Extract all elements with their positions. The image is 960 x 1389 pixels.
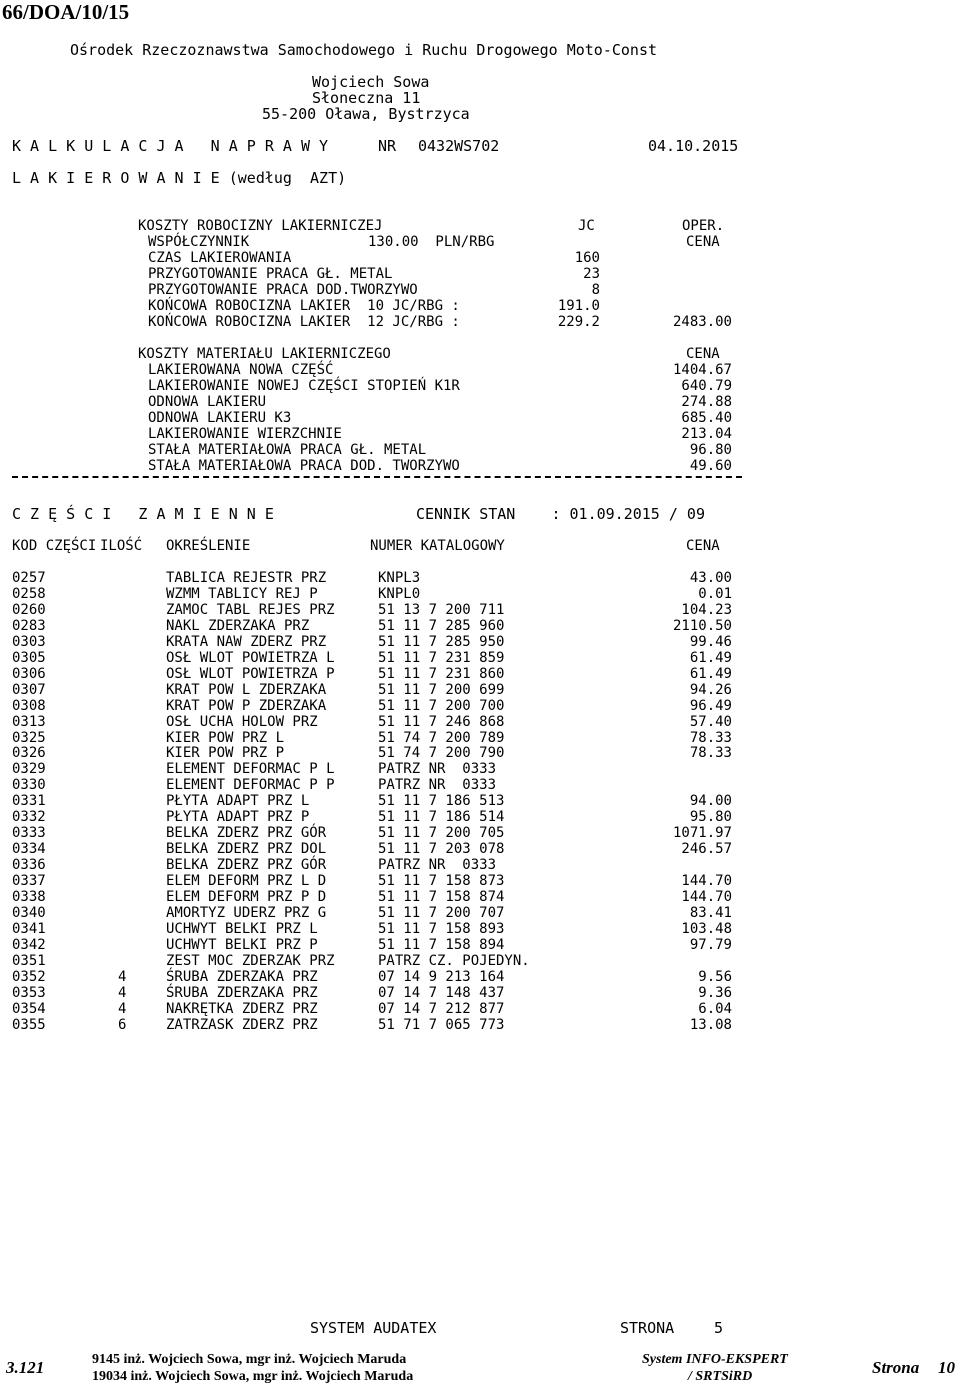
part-price: 61.49 [689, 666, 732, 682]
part-description: ELEM DEFORM PRZ L D [166, 873, 327, 889]
robocizna-row [0, 266, 960, 282]
col-cena: CENA [686, 538, 720, 554]
robocizna-col-jc: JC [578, 218, 595, 234]
robocizna-row [0, 250, 960, 266]
part-catalog-number: 07 14 9 213 164 [378, 969, 505, 985]
table-row [0, 873, 960, 889]
part-description: KIER POW PRZ L [166, 730, 285, 746]
material-row [0, 378, 960, 394]
part-description: AMORTYZ UDERZ PRZ G [166, 905, 327, 921]
table-row [0, 809, 960, 825]
part-catalog-number: KNPL3 [378, 570, 421, 586]
lakierowanie-title: L A K I E R O W A N I E (według AZT) [12, 169, 347, 187]
part-catalog-number: 51 11 7 158 874 [378, 889, 505, 905]
table-row [0, 570, 960, 586]
part-price: 94.00 [689, 793, 732, 809]
section-divider [12, 476, 742, 478]
part-code: 0342 [12, 937, 46, 953]
footer-version: 3.121 [6, 1358, 45, 1377]
part-price: 78.33 [689, 730, 732, 746]
part-code: 0353 [12, 985, 46, 1001]
table-row [0, 1001, 960, 1017]
table-row [0, 969, 960, 985]
part-description: KIER POW PRZ P [166, 745, 285, 761]
part-catalog-number: 51 11 7 200 707 [378, 905, 505, 921]
part-description: PŁYTA ADAPT PRZ L [166, 793, 310, 809]
part-code: 0329 [12, 761, 46, 777]
czesci-title: C Z Ę Ś C I Z A M I E N N E [12, 505, 274, 523]
part-description: BELKA ZDERZ PRZ GÓR [166, 825, 327, 841]
part-catalog-number: 51 74 7 200 790 [378, 745, 505, 761]
wspolczynnik-label: WSPÓŁCZYNNIK [148, 234, 250, 250]
part-price: 83.41 [689, 905, 732, 921]
part-code: 0337 [12, 873, 46, 889]
wspolczynnik-value: 130.00 PLN/RBG [368, 234, 495, 250]
table-row [0, 921, 960, 937]
material-row [0, 442, 960, 458]
part-catalog-number: 51 11 7 246 868 [378, 714, 505, 730]
footer-authors-2: 19034 inż. Wojciech Sowa, mgr inż. Wojciech Maruda [92, 1369, 414, 1384]
robocizna-row-label: PRZYGOTOWANIE PRACA GŁ. METAL [148, 266, 393, 282]
part-quantity: 4 [118, 1001, 127, 1017]
material-row-label: LAKIEROWANIE NOWEJ CZĘŚCI STOPIEŃ K1R [148, 378, 460, 394]
part-price: 43.00 [689, 570, 732, 586]
material-row [0, 410, 960, 426]
part-code: 0303 [12, 634, 46, 650]
part-catalog-number: 51 13 7 200 711 [378, 602, 505, 618]
part-description: ZATRZASK ZDERZ PRZ [166, 1017, 318, 1033]
part-price: 96.49 [689, 698, 732, 714]
col-ilosc: ILOŚĆ [100, 538, 143, 554]
part-code: 0336 [12, 857, 46, 873]
part-price: 144.70 [681, 873, 732, 889]
part-code: 0340 [12, 905, 46, 921]
part-description: ELEM DEFORM PRZ P D [166, 889, 327, 905]
part-quantity: 4 [118, 985, 127, 1001]
table-row [0, 650, 960, 666]
part-catalog-number: 51 11 7 200 705 [378, 825, 505, 841]
table-row [0, 937, 960, 953]
part-description: KRAT POW L ZDERZAKA [166, 682, 327, 698]
footer-system: SYSTEM AUDATEX [310, 1319, 437, 1337]
material-heading: KOSZTY MATERIAŁU LAKIERNICZEGO [138, 346, 391, 362]
part-catalog-number: 51 71 7 065 773 [378, 1017, 505, 1033]
part-description: KRATA NAW ZDERZ PRZ [166, 634, 327, 650]
table-row [0, 586, 960, 602]
part-price: 144.70 [681, 889, 732, 905]
part-description: ZEST MOC ZDERZAK PRZ [166, 953, 335, 969]
part-description: ELEMENT DEFORMAC P P [166, 777, 335, 793]
part-code: 0334 [12, 841, 46, 857]
part-code: 0260 [12, 602, 46, 618]
col-numer: NUMER KATALOGOWY [370, 538, 505, 554]
part-description: OSŁ WLOT POWIETRZA P [166, 666, 335, 682]
robocizna-row-jc: 160 [574, 250, 600, 266]
part-catalog-number: 51 11 7 231 859 [378, 650, 505, 666]
footer-page-number: 10 [938, 1358, 955, 1377]
robocizna-row-cena: 2483.00 [672, 314, 732, 330]
material-row-cena: 213.04 [681, 426, 732, 442]
part-code: 0332 [12, 809, 46, 825]
footer-strona-label: STRONA [620, 1319, 675, 1337]
part-catalog-number: 51 11 7 285 950 [378, 634, 505, 650]
part-price: 99.46 [689, 634, 732, 650]
part-price: 6.04 [698, 1001, 732, 1017]
part-code: 0305 [12, 650, 46, 666]
part-code: 0325 [12, 730, 46, 746]
table-row [0, 825, 960, 841]
table-row [0, 761, 960, 777]
footer-page-label: Strona [872, 1358, 920, 1377]
part-price: 103.48 [681, 921, 732, 937]
robocizna-row-label: CZAS LAKIEROWANIA [148, 250, 292, 266]
material-row [0, 426, 960, 442]
part-description: ŚRUBA ZDERZAKA PRZ [166, 985, 318, 1001]
part-code: 0307 [12, 682, 46, 698]
kalkulacja-title: K A L K U L A C J A N A P R A W Y [12, 137, 329, 155]
robocizna-col-cena: CENA [686, 234, 720, 250]
part-code: 0308 [12, 698, 46, 714]
part-catalog-number: PATRZ NR 0333 [378, 761, 497, 777]
material-row-label: LAKIEROWANIE WIERZCHNIE [148, 426, 342, 442]
doc-number: 66/DOA/10/15 [2, 0, 130, 24]
robocizna-row-label: PRZYGOTOWANIE PRACA DOD.TWORZYWO [148, 282, 418, 298]
part-catalog-number: 51 74 7 200 789 [378, 730, 505, 746]
part-quantity: 6 [118, 1017, 127, 1033]
part-code: 0338 [12, 889, 46, 905]
part-description: TABLICA REJESTR PRZ [166, 570, 327, 586]
part-code: 0355 [12, 1017, 46, 1033]
part-price: 9.36 [698, 985, 732, 1001]
part-catalog-number: 51 11 7 158 873 [378, 873, 505, 889]
part-catalog-number: 51 11 7 200 700 [378, 698, 505, 714]
part-catalog-number: 51 11 7 186 513 [378, 793, 505, 809]
part-code: 0326 [12, 745, 46, 761]
part-description: PŁYTA ADAPT PRZ P [166, 809, 310, 825]
part-description: BELKA ZDERZ PRZ DOL [166, 841, 327, 857]
part-catalog-number: PATRZ NR 0333 [378, 777, 497, 793]
part-price: 57.40 [689, 714, 732, 730]
part-catalog-number: 51 11 7 285 960 [378, 618, 505, 634]
part-code: 0313 [12, 714, 46, 730]
company-name: Ośrodek Rzeczoznawstwa Samochodowego i Ruchu Drogowego Moto-Const [70, 41, 657, 59]
part-code: 0352 [12, 969, 46, 985]
col-okreslenie: OKREŚLENIE [166, 538, 251, 554]
footer-authors-1: 9145 inż. Wojciech Sowa, mgr inż. Wojciech Maruda [92, 1352, 407, 1367]
robocizna-row-label: KOŃCOWA ROBOCIZNA LAKIER 10 JC/RBG : [148, 298, 460, 314]
part-price: 2110.50 [672, 618, 732, 634]
part-code: 0330 [12, 777, 46, 793]
part-price: 61.49 [689, 650, 732, 666]
material-row-cena: 274.88 [681, 394, 732, 410]
part-price: 9.56 [698, 969, 732, 985]
robocizna-row-jc: 191.0 [557, 298, 600, 314]
part-catalog-number: 51 11 7 231 860 [378, 666, 505, 682]
part-catalog-number: KNPL0 [378, 586, 421, 602]
part-catalog-number: PATRZ NR 0333 [378, 857, 497, 873]
material-row-label: ODNOWA LAKIERU K3 [148, 410, 292, 426]
part-description: NAKL ZDERZAKA PRZ [166, 618, 310, 634]
robocizna-row-label: KOŃCOWA ROBOCIZNA LAKIER 12 JC/RBG : [148, 314, 460, 330]
part-code: 0341 [12, 921, 46, 937]
table-row [0, 1017, 960, 1033]
part-catalog-number: 51 11 7 203 078 [378, 841, 505, 857]
kalkulacja-nr-value: 0432WS702 [418, 137, 500, 155]
part-description: NAKRĘTKA ZDERZ PRZ [166, 1001, 318, 1017]
part-catalog-number: 07 14 7 148 437 [378, 985, 505, 1001]
material-row [0, 362, 960, 378]
footer-system-info-2: / SRTSiRD [688, 1369, 753, 1384]
part-code: 0333 [12, 825, 46, 841]
table-row [0, 777, 960, 793]
material-row [0, 394, 960, 410]
robocizna-row [0, 282, 960, 298]
part-price: 1071.97 [672, 825, 732, 841]
part-description: KRAT POW P ZDERZAKA [166, 698, 327, 714]
part-price: 104.23 [681, 602, 732, 618]
table-row [0, 905, 960, 921]
part-description: ELEMENT DEFORMAC P L [166, 761, 335, 777]
part-description: UCHWYT BELKI PRZ L [166, 921, 318, 937]
table-row [0, 634, 960, 650]
robocizna-row [0, 314, 960, 330]
col-kod: KOD CZĘŚCI [12, 538, 97, 554]
owner-street: Słoneczna 11 [312, 89, 421, 107]
part-catalog-number: 51 11 7 158 893 [378, 921, 505, 937]
table-row [0, 666, 960, 682]
owner-city: 55-200 Oława, Bystrzyca [262, 105, 470, 123]
part-catalog-number: 51 11 7 158 894 [378, 937, 505, 953]
material-row-cena: 640.79 [681, 378, 732, 394]
table-row [0, 985, 960, 1001]
part-price: 78.33 [689, 745, 732, 761]
part-code: 0351 [12, 953, 46, 969]
material-row-cena: 1404.67 [672, 362, 732, 378]
kalkulacja-date: 04.10.2015 [648, 137, 739, 155]
kalkulacja-nr-label: NR [378, 137, 397, 155]
part-catalog-number: 51 11 7 186 514 [378, 809, 505, 825]
part-code: 0331 [12, 793, 46, 809]
table-row [0, 857, 960, 873]
part-price: 246.57 [681, 841, 732, 857]
material-row [0, 458, 960, 474]
part-description: OSŁ WLOT POWIETRZA L [166, 650, 335, 666]
part-code: 0257 [12, 570, 46, 586]
part-description: ŚRUBA ZDERZAKA PRZ [166, 969, 318, 985]
table-row [0, 745, 960, 761]
robocizna-col-oper: OPER. [682, 218, 725, 234]
material-row-label: STAŁA MATERIAŁOWA PRACA DOD. TWORZYWO [148, 458, 460, 474]
part-description: UCHWYT BELKI PRZ P [166, 937, 318, 953]
material-row-cena: 49.60 [689, 458, 732, 474]
footer-system-info-1: System INFO-EKSPERT [642, 1352, 788, 1367]
material-row-cena: 685.40 [681, 410, 732, 426]
part-description: WZMM TABLICY REJ P [166, 586, 318, 602]
material-row-label: STAŁA MATERIAŁOWA PRACA GŁ. METAL [148, 442, 427, 458]
table-row [0, 618, 960, 634]
material-row-label: LAKIEROWANA NOWA CZĘŚĆ [148, 362, 334, 378]
robocizna-row-jc: 8 [591, 282, 600, 298]
part-catalog-number: 07 14 7 212 877 [378, 1001, 505, 1017]
table-row [0, 841, 960, 857]
part-description: BELKA ZDERZ PRZ GÓR [166, 857, 327, 873]
robocizna-row-jc: 229.2 [557, 314, 600, 330]
part-price: 97.79 [689, 937, 732, 953]
robocizna-heading: KOSZTY ROBOCIZNY LAKIERNICZEJ [138, 218, 383, 234]
material-col-cena: CENA [686, 346, 720, 362]
part-price: 94.26 [689, 682, 732, 698]
part-code: 0258 [12, 586, 46, 602]
part-description: OSŁ UCHA HOLOW PRZ [166, 714, 318, 730]
part-code: 0306 [12, 666, 46, 682]
owner-name: Wojciech Sowa [312, 73, 430, 91]
robocizna-row [0, 298, 960, 314]
table-row [0, 730, 960, 746]
part-catalog-number: 51 11 7 200 699 [378, 682, 505, 698]
material-row-cena: 96.80 [689, 442, 732, 458]
part-price: 13.08 [689, 1017, 732, 1033]
table-row [0, 714, 960, 730]
footer-strona-value: 5 [714, 1319, 724, 1337]
part-catalog-number: PATRZ CZ. POJEDYN. [378, 953, 530, 969]
part-quantity: 4 [118, 969, 127, 985]
table-row [0, 698, 960, 714]
part-price: 95.80 [689, 809, 732, 825]
table-row [0, 602, 960, 618]
material-row-label: ODNOWA LAKIERU [148, 394, 267, 410]
part-code: 0354 [12, 1001, 46, 1017]
table-row [0, 682, 960, 698]
table-row [0, 793, 960, 809]
part-description: ZAMOC TABL REJES PRZ [166, 602, 335, 618]
robocizna-row-jc: 23 [583, 266, 600, 282]
table-row [0, 889, 960, 905]
table-row [0, 953, 960, 969]
cennik-stan: CENNIK STAN : 01.09.2015 / 09 [416, 505, 705, 523]
part-code: 0283 [12, 618, 46, 634]
part-price: 0.01 [698, 586, 732, 602]
